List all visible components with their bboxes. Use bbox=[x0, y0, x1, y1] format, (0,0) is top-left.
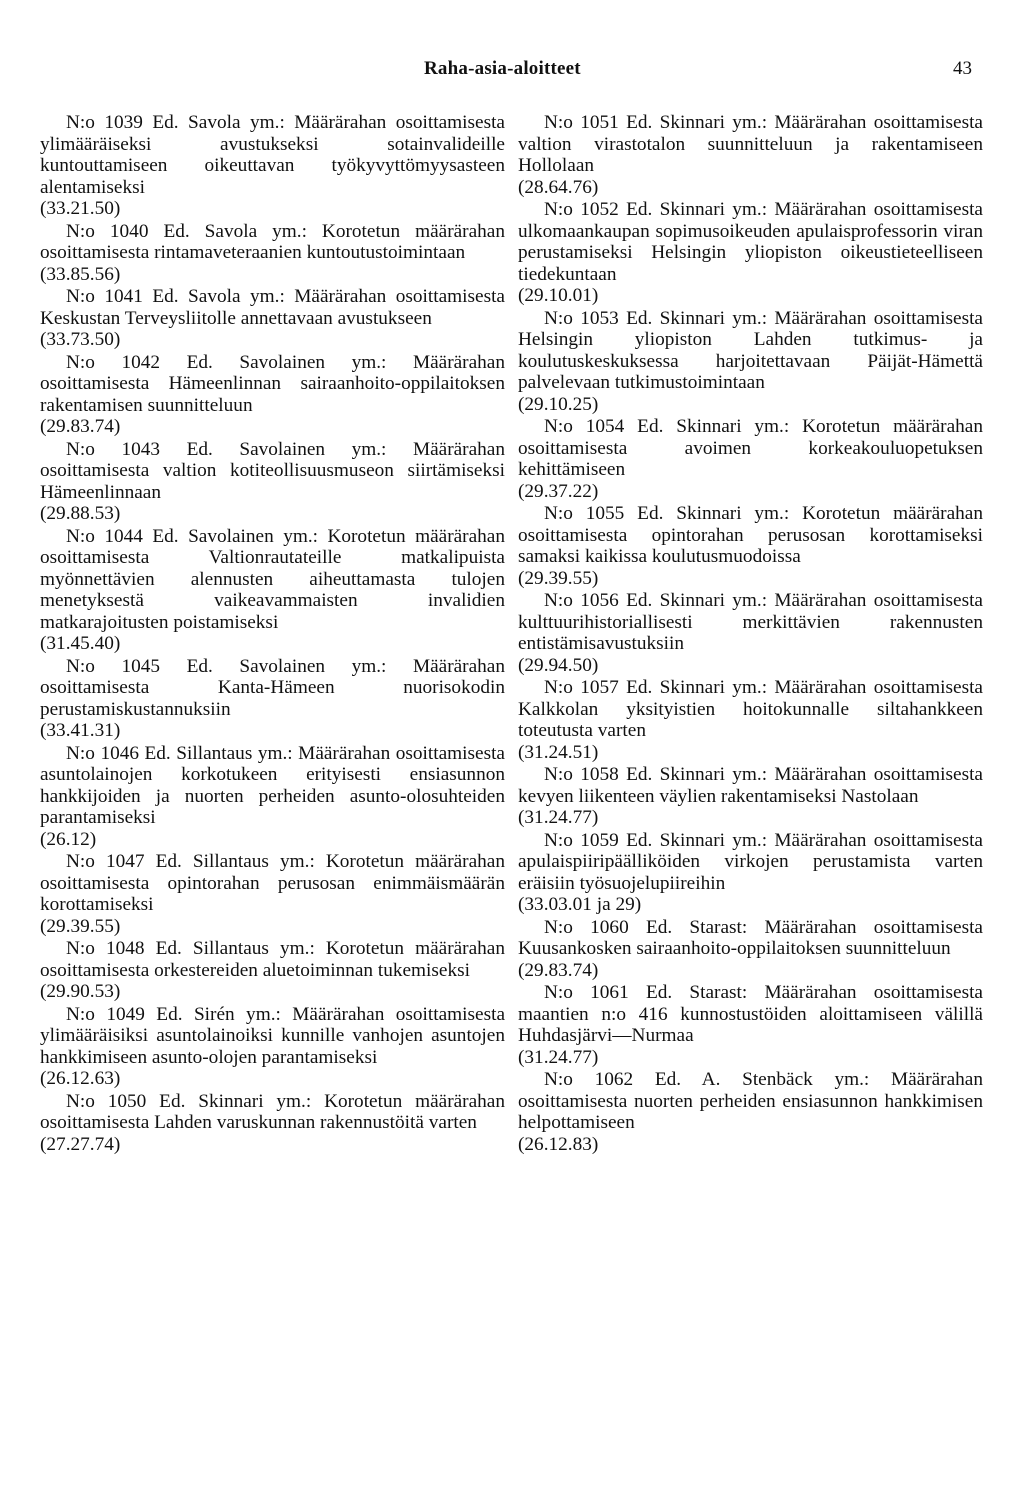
budget-code: (31.45.40) bbox=[40, 633, 121, 654]
entry-text: N:o 1061 Ed. Starast: Määrärahan osoittamisesta maantien n:o 416 kunnostustöiden aloittamiseen välillä Huhdasjärvi—Nurmaa bbox=[518, 982, 983, 1046]
entry-text: N:o 1057 Ed. Skinnari ym.: Määrärahan osoittamisesta Kalkkolan yksityistien hoitokunnalle siltahankkeen toteutusta varten bbox=[518, 677, 983, 741]
entry-1061 bbox=[518, 982, 983, 1068]
entry-1055 bbox=[518, 503, 983, 589]
entry-1041 bbox=[40, 286, 505, 351]
entry-1050 bbox=[40, 1091, 505, 1156]
entry-text: N:o 1039 Ed. Savola ym.: Määrärahan osoittamisesta ylimääräiseksi avustukseksi sotainvalideille kuntouttamiseen oikeuttavan työkyvyttömyysasteen alentamiseksi bbox=[40, 112, 505, 198]
budget-code: (29.10.01) bbox=[518, 285, 599, 306]
budget-code: (29.37.22) bbox=[518, 480, 599, 502]
entry-text: N:o 1042 Ed. Savolainen ym.: Määrärahan osoittamisesta Hämeenlinnan sairaanhoito-oppilaitoksen rakentamisen suunnitteluun bbox=[40, 351, 505, 416]
budget-code: (29.39.55) bbox=[518, 567, 599, 589]
budget-code: (33.41.31) bbox=[40, 720, 121, 741]
entry-text: N:o 1059 Ed. Skinnari ym.: Määrärahan osoittamisesta apulaispiiripäälliköiden virkojen perustamista varten eräisiin työsuojelupiireihin bbox=[518, 829, 983, 894]
entry-1040 bbox=[40, 221, 505, 286]
entry-1058 bbox=[518, 764, 983, 829]
entry-1042 bbox=[40, 352, 505, 438]
budget-code: (33.73.50) bbox=[40, 329, 121, 350]
page-header bbox=[0, 58, 1024, 88]
entry-text: N:o 1043 Ed. Savolainen ym.: Määrärahan osoittamisesta valtion kotiteollisuusmuseon siirtämiseksi Hämeenlinnaan bbox=[40, 438, 505, 503]
entry-1054 bbox=[518, 416, 983, 502]
entry-1046 bbox=[40, 743, 505, 851]
budget-code: (29.94.50) bbox=[518, 654, 599, 676]
page-number: 43 bbox=[953, 58, 972, 79]
budget-code: (33.03.01 ja 29) bbox=[518, 894, 642, 915]
entry-text: N:o 1049 Ed. Sirén ym.: Määrärahan osoittamisesta ylimääräisiksi asuntolainoiksi kunnille vanhojen asuntojen hankkimiseen asunto-olojen parantamiseksi bbox=[40, 1003, 505, 1068]
entry-text: N:o 1040 Ed. Savola ym.: Korotetun määrärahan osoittamisesta rintamaveteraanien kuntoutustoimintaan bbox=[40, 220, 505, 263]
budget-code: (29.83.74) bbox=[40, 416, 121, 437]
entry-1044 bbox=[40, 526, 505, 655]
left-column bbox=[40, 112, 505, 1156]
budget-code: (29.83.74) bbox=[518, 959, 599, 981]
entry-text: N:o 1060 Ed. Starast: Määrärahan osoittamisesta Kuusankosken sairaanhoito-oppilaitoksen suunnitteluun bbox=[518, 916, 983, 959]
entry-1060 bbox=[518, 917, 983, 982]
entry-1049 bbox=[40, 1004, 505, 1090]
entry-1053 bbox=[518, 308, 983, 416]
entry-text: N:o 1051 Ed. Skinnari ym.: Määrärahan osoittamisesta valtion virastotalon suunnitteluun ja rakentamiseen Hollolaan bbox=[518, 112, 983, 176]
budget-code: (29.10.25) bbox=[518, 393, 599, 415]
entry-text: N:o 1052 Ed. Skinnari ym.: Määrärahan osoittamisesta ulkomaankaupan sopimusoikeuden apulaisprofessorin viran perustamiseksi Helsingin yliopiston oikeustieteelliseen tiedekuntaan bbox=[518, 199, 983, 285]
running-title: Raha-asia-aloitteet bbox=[424, 58, 581, 79]
entry-1052 bbox=[518, 199, 983, 307]
budget-code: (28.64.76) bbox=[518, 176, 599, 198]
budget-code: (29.90.53) bbox=[40, 981, 121, 1002]
entry-1043 bbox=[40, 439, 505, 525]
entry-text: N:o 1062 Ed. A. Stenbäck ym.: Määrärahan osoittamisesta nuorten perheiden ensiasunnon hankkimisen helpottamiseen bbox=[518, 1069, 983, 1133]
budget-code: (31.24.77) bbox=[518, 807, 599, 828]
entry-text: N:o 1056 Ed. Skinnari ym.: Määrärahan osoittamisesta kulttuurihistoriallisesti merkittävien rakennusten entistämisavustuksiin bbox=[518, 590, 983, 654]
budget-code: (26.12.83) bbox=[518, 1133, 599, 1155]
entry-text: N:o 1050 Ed. Skinnari ym.: Korotetun määrärahan osoittamisesta Lahden varuskunnan rakennustöitä varten bbox=[40, 1090, 505, 1133]
right-column bbox=[518, 112, 983, 1156]
entry-text: N:o 1048 Ed. Sillantaus ym.: Korotetun määrärahan osoittamisesta orkestereiden aluetoiminnan tukemiseksi bbox=[40, 938, 505, 981]
budget-code: (29.39.55) bbox=[40, 915, 121, 937]
entry-1047 bbox=[40, 851, 505, 937]
budget-code: (33.85.56) bbox=[40, 263, 121, 285]
budget-code: (26.12) bbox=[40, 828, 97, 850]
entry-1057 bbox=[518, 677, 983, 763]
entry-text: N:o 1054 Ed. Skinnari ym.: Korotetun määrärahan osoittamisesta avoimen korkeakouluopetuksen kehittämiseen bbox=[518, 416, 983, 480]
entry-text: N:o 1058 Ed. Skinnari ym.: Määrärahan osoittamisesta kevyen liikenteen väylien rakentamiseksi Nastolaan bbox=[518, 764, 983, 807]
budget-code: (31.24.51) bbox=[518, 741, 599, 763]
entry-1062 bbox=[518, 1069, 983, 1155]
budget-code: (29.88.53) bbox=[40, 503, 121, 524]
entry-text: N:o 1045 Ed. Savolainen ym.: Määrärahan osoittamisesta Kanta-Hämeen nuorisokodin perustamiskustannuksiin bbox=[40, 655, 505, 720]
entry-text: N:o 1047 Ed. Sillantaus ym.: Korotetun määrärahan osoittamisesta opintorahan perusosan enimmäismäärän korottamiseksi bbox=[40, 851, 505, 915]
entry-text: N:o 1053 Ed. Skinnari ym.: Määrärahan osoittamisesta Helsingin yliopiston Lahden tutkimus- ja koulutuskeskuksessa harjoitettavaan Päijät-Hämettä palvelevaan tutkimustoimintaan bbox=[518, 307, 983, 393]
budget-code: (31.24.77) bbox=[518, 1046, 599, 1068]
entry-1051 bbox=[518, 112, 983, 198]
entry-text: N:o 1044 Ed. Savolainen ym.: Korotetun määrärahan osoittamisesta Valtionrautateille matkalipuista myönnettävien alennusten aiheuttamasta tulojen menetyksestä vaikeavammaisten invalidien matkarajoitusten poistamiseksi bbox=[40, 525, 505, 633]
budget-code: (27.27.74) bbox=[40, 1133, 121, 1155]
entry-text: N:o 1041 Ed. Savola ym.: Määrärahan osoittamisesta Keskustan Terveysliitolle annettavaan avustukseen bbox=[40, 286, 505, 329]
entry-1045 bbox=[40, 656, 505, 742]
budget-code: (33.21.50) bbox=[40, 198, 121, 219]
entry-text: N:o 1046 Ed. Sillantaus ym.: Määrärahan osoittamisesta asuntolainojen korkotukeen erityisesti ensiasunnon hankkijoiden ja nuorten perheiden asunto-olosuhteiden parantamiseksi bbox=[40, 742, 505, 828]
entry-1059 bbox=[518, 830, 983, 916]
budget-code: (26.12.63) bbox=[40, 1068, 121, 1089]
entry-text: N:o 1055 Ed. Skinnari ym.: Korotetun määrärahan osoittamisesta opintorahan perusosan korottamiseksi samaksi kaikissa koulutusmuodoissa bbox=[518, 503, 983, 567]
entry-1048 bbox=[40, 938, 505, 1003]
entry-1039 bbox=[40, 112, 505, 220]
entry-1056 bbox=[518, 590, 983, 676]
